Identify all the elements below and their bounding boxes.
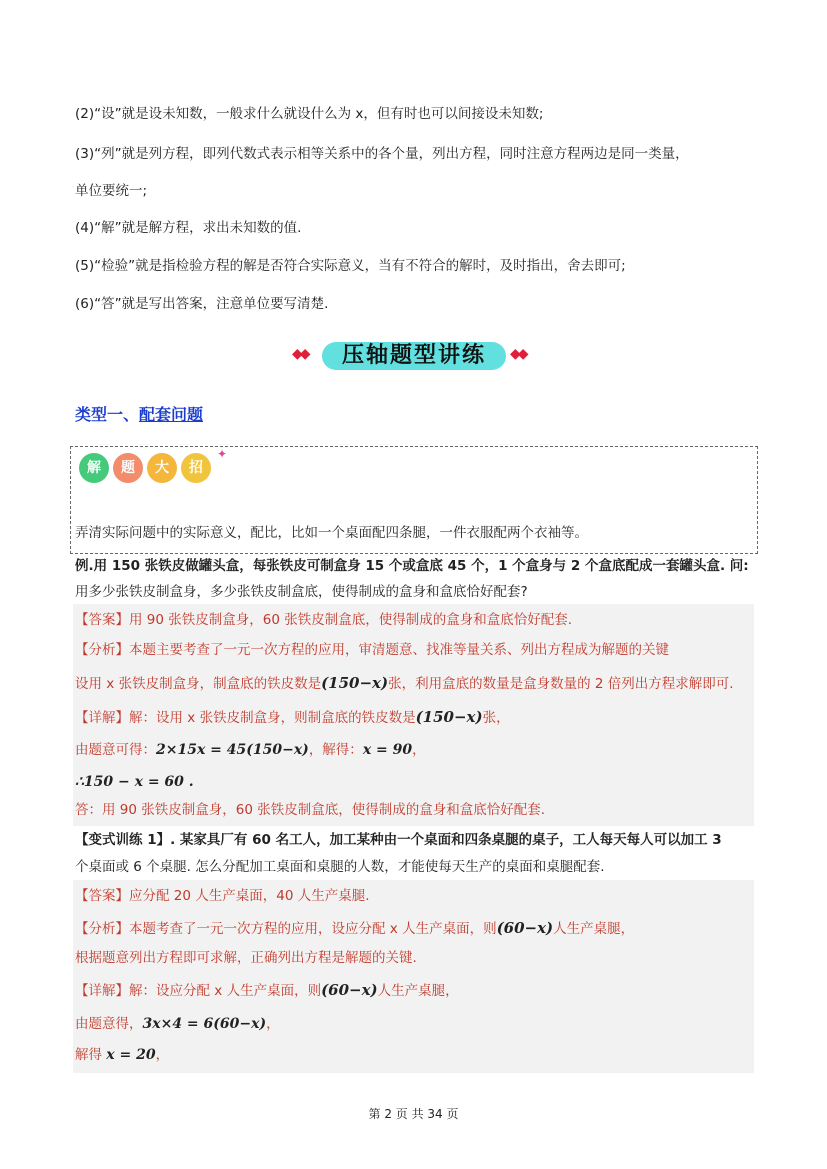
example-eq-math: 2×15x = 45(150−x) <box>156 742 309 758</box>
variant-detail-b: 人生产桌腿， <box>377 983 459 999</box>
variant-eq-end: ， <box>266 1016 280 1032</box>
variant-solve <box>75 1045 169 1065</box>
example-therefore: ∴150 − x = 60 . <box>75 774 194 790</box>
example-analysis-2-math: (150−x) <box>321 674 389 692</box>
example-eq-solution: x = 90 <box>362 742 413 758</box>
step-2: (2)“设”就是设未知数，一般求什么就设什么为 x，但有时也可以间接设未知数; <box>75 106 544 122</box>
variant-analysis-2: 根据题意列出方程即可求解，正确列出方程是解题的关键. <box>75 950 417 966</box>
step-4: (4)“解”就是解方程，求出未知数的值. <box>75 220 302 236</box>
variant-analysis-math: (60−x) <box>496 919 554 937</box>
example-answer: 【答案】用 90 张铁皮制盒身，60 张铁皮制盒底，使得制成的盒身和盒底恰好配套. <box>75 612 573 628</box>
tip-badge-1: 解 <box>79 453 109 483</box>
variant-eq-math: 3x×4 = 6(60−x) <box>142 1016 267 1032</box>
sparkle-icon: ✦ <box>217 447 228 461</box>
variant-analysis-b: 人生产桌腿， <box>553 921 635 937</box>
diamond-left-icon: ◆◆ <box>292 346 308 362</box>
example-analysis-2-b: 张，利用盒底的数量是盒身数量的 2 倍列出方程求解即可. <box>388 676 734 692</box>
example-detail-b: 张， <box>482 710 510 726</box>
step-5: (5)“检验”就是指检验方程的解是否符合实际意义，当有不符合的解时，及时指出，舍去即可; <box>75 258 626 274</box>
tip-badge-4: 招 <box>181 453 211 483</box>
step-3-cont: 单位要统一; <box>75 183 148 199</box>
section-banner <box>290 336 540 376</box>
example-detail-a: 【详解】解：设用 x 张铁皮制盒身，则制盒底的铁皮数是 <box>75 710 416 726</box>
variant-solve-math: x = 20 <box>106 1047 156 1063</box>
type-heading <box>75 402 203 425</box>
variant-analysis-a: 【分析】本题考查了一元一次方程的应用，设应分配 x 人生产桌面，则 <box>75 921 497 937</box>
example-analysis: 【分析】本题主要考查了一元一次方程的应用，审清题意、找准等量关系、列出方程成为解题的关键 <box>75 642 669 658</box>
example-line-2: 用多少张铁皮制盒身，多少张铁皮制盒底，使得制成的盒身和盒底恰好配套? <box>75 584 528 600</box>
diamond-right-icon: ◆◆ <box>510 346 526 362</box>
example-eq-end: ， <box>412 742 426 758</box>
type-heading-topic: 配套问题 <box>139 405 204 424</box>
step-6: (6)“答”就是写出答案，注意单位要写清楚. <box>75 296 329 312</box>
variant-equation <box>75 1014 280 1034</box>
variant-detail-a: 【详解】解：设应分配 x 人生产桌面，则 <box>75 983 322 999</box>
example-line-1: 例.用 150 张铁皮做罐头盒，每张铁皮可制盒身 15 个或盒底 45 个，1 个盒身与 2 个盒底配成一套罐头盒. 问: <box>75 558 749 574</box>
example-analysis-2-a: 设用 x 张铁皮制盒身，制盒底的铁皮数是 <box>75 676 322 692</box>
variant-answer: 【答案】应分配 20 人生产桌面，40 人生产桌腿. <box>75 888 370 904</box>
variant-solve-label: 解得 <box>75 1047 102 1063</box>
variant-detail-math: (60−x) <box>321 981 378 999</box>
example-conclusion: 答：用 90 张铁皮制盒身，60 张铁皮制盒底，使得制成的盒身和盒底恰好配套. <box>75 802 546 818</box>
type-heading-prefix: 类型一、 <box>75 405 140 424</box>
example-detail-math: (150−x) <box>415 708 483 726</box>
banner-title: 压轴题型讲练 <box>341 343 486 368</box>
page-footer: 第 2 页 共 34 页 <box>368 1107 459 1121</box>
variant-eq-label: 由题意得， <box>75 1016 143 1032</box>
variant-analysis <box>75 918 634 939</box>
tip-text: 弄清实际问题中的实际意义，配比，比如一个桌面配四条腿，一件衣服配两个衣袖等。 <box>75 525 588 541</box>
example-analysis-2 <box>75 673 734 694</box>
tip-badge-3: 大 <box>147 453 177 483</box>
tip-box <box>70 446 758 554</box>
tip-badge-2: 题 <box>113 453 143 483</box>
variant-solution-bg <box>73 880 754 1073</box>
example-detail <box>75 707 510 728</box>
variant-solve-end: ， <box>155 1047 170 1063</box>
example-equation <box>75 740 426 760</box>
variant-detail <box>75 980 459 1001</box>
step-3: (3)“列”就是列方程，即列代数式表示相等关系中的各个量，列出方程，同时注意方程两边是同一类量， <box>75 146 689 162</box>
example-eq-label: 由题意可得： <box>75 742 156 758</box>
variant-line-2: 个桌面或 6 个桌腿. 怎么分配加工桌面和桌腿的人数，才能使每天生产的桌面和桌腿配套. <box>75 859 605 875</box>
example-eq-mid: ，解得： <box>308 742 363 758</box>
variant-line-1: 【变式训练 1】. 某家具厂有 60 名工人，加工某种由一个桌面和四条桌腿的桌子，工人每天每人可以加工 3 <box>75 832 722 848</box>
